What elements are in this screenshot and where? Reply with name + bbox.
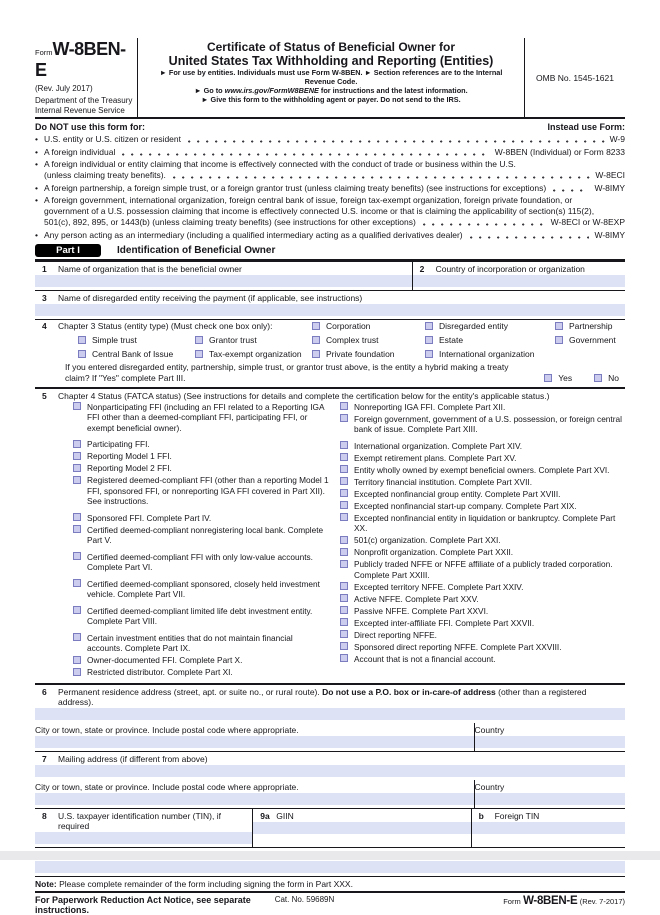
fatca-option bbox=[73, 513, 330, 524]
fatca-option bbox=[73, 606, 330, 627]
do-not-use-row: • U.S. entity or U.S. citizen or resident W-9 bbox=[35, 134, 625, 144]
line8-label: U.S. taxpayer identification number (TIN), if required bbox=[58, 811, 221, 831]
fatca-status-checkbox[interactable] bbox=[73, 513, 81, 521]
fatca-status-checkbox[interactable] bbox=[340, 513, 348, 521]
form-header bbox=[35, 38, 625, 119]
fatca-option bbox=[73, 667, 330, 678]
fatca-option bbox=[340, 477, 623, 488]
fatca-status-label: Publicly traded NFFE or NFFE affiliate of a publicly traded corporation. Complete Part XXIII. bbox=[354, 559, 613, 580]
line6-city-input[interactable] bbox=[35, 736, 474, 748]
agency-line1: Department of the Treasury bbox=[35, 96, 133, 105]
do-not-use-label: Do NOT use this form for: bbox=[35, 122, 145, 132]
chapter3-option-complex-trust: Complex trust bbox=[312, 335, 378, 345]
private-foundation-checkbox[interactable] bbox=[312, 350, 320, 358]
fatca-status-label: Certified deemed-compliant nonregistering local bank. Complete Part V. bbox=[87, 524, 324, 545]
fatca-option bbox=[340, 559, 623, 580]
fatca-status-checkbox[interactable] bbox=[73, 656, 81, 664]
line2-country-input[interactable] bbox=[413, 275, 625, 287]
line3-disregarded-entity-input[interactable] bbox=[35, 304, 625, 316]
dot-leader bbox=[470, 236, 590, 239]
instead-form-name: W-8BEN (Individual) or Form 8233 bbox=[494, 146, 625, 157]
do-not-use-row: • Any person acting as an intermediary (including a qualified intermediary acting as a qualified derivatives dealer) W-8IMY bbox=[35, 229, 625, 240]
chapter3-option-international-org: International organization bbox=[425, 349, 534, 359]
line1-name-input[interactable] bbox=[35, 275, 412, 287]
dot-leader bbox=[423, 223, 546, 226]
line1-number: 1 bbox=[42, 263, 47, 274]
do-not-use-row: • A foreign individual W-8BEN (Individual) or Form 8233 bbox=[35, 146, 625, 157]
fatca-option bbox=[340, 594, 623, 605]
agency-line2: Internal Revenue Service bbox=[35, 105, 125, 115]
line7-city-label: City or town, state or province. Include postal code where appropriate. bbox=[35, 782, 299, 792]
fatca-status-checkbox[interactable] bbox=[340, 606, 348, 614]
hybrid-yes-checkbox[interactable] bbox=[544, 374, 552, 382]
dot-leader bbox=[122, 153, 489, 156]
line6-country-input[interactable] bbox=[475, 736, 625, 748]
fatca-option bbox=[340, 465, 623, 476]
bullet-icon: • bbox=[35, 195, 38, 205]
footer-form-id: Form W-8BEN-E (Rev. 7-2017) bbox=[503, 895, 625, 907]
omb-number-box bbox=[525, 38, 625, 117]
form-word: Form bbox=[35, 48, 53, 57]
fatca-right-column bbox=[340, 402, 625, 680]
note-label: Note: bbox=[35, 879, 57, 889]
fatca-option bbox=[340, 513, 623, 534]
line2-label: Country of incorporation or organization bbox=[435, 263, 585, 274]
fatca-option bbox=[340, 547, 623, 558]
fatca-status-label: Reporting Model 1 FFI. bbox=[87, 451, 172, 461]
part1-chip: Part I bbox=[35, 244, 101, 257]
fatca-status-label: Passive NFFE. Complete Part XXVI. bbox=[354, 605, 489, 616]
line4-number: 4 bbox=[42, 320, 47, 331]
omb-number: OMB No. 1545-1621 bbox=[536, 72, 614, 83]
fatca-option bbox=[340, 501, 623, 512]
fatca-status-label: Excepted nonfinancial entity in liquidation or bankruptcy. Complete Part XX. bbox=[354, 512, 616, 533]
line8-tin-input[interactable] bbox=[35, 832, 252, 844]
fatca-status-label: Reporting Model 2 FFI. bbox=[87, 463, 172, 473]
fatca-status-label: Sponsored FFI. Complete Part IV. bbox=[87, 512, 212, 523]
do-not-use-row: • A foreign government, international organization, foreign central bank of issue, foreign tax-exempt organization, foreign private foundation, or government of a U.S. possession claiming that income is effectively connected U.S. income or that is claiming the applicability of section(s) 115(2), 501(c), 892, 895, or 1443(b) (unless claiming treaty benefits) (see instructions for other exceptions) W-8ECI or W-8EXP bbox=[35, 195, 625, 227]
estate-checkbox[interactable] bbox=[425, 336, 433, 344]
fatca-status-checkbox[interactable] bbox=[340, 560, 348, 568]
catalog-number: Cat. No. 59689N bbox=[274, 895, 335, 904]
form-revision: (Rev. July 2017) bbox=[35, 84, 93, 93]
line10-reference-input[interactable] bbox=[35, 861, 625, 873]
part1-title: Identification of Beneficial Owner bbox=[117, 244, 276, 256]
fatca-status-label: Nonreporting IGA FFI. Complete Part XII. bbox=[354, 401, 506, 412]
fatca-status-checkbox[interactable] bbox=[73, 476, 81, 484]
form-subtitle-line1: ► For use by entities. Individuals must use Form W-8BEN. ► Section references are to the Internal Revenue Code. bbox=[159, 68, 503, 86]
fatca-option bbox=[73, 525, 330, 546]
form-footer bbox=[35, 891, 625, 915]
fatca-status-label: Nonparticipating FFI (including an FFI related to a Reporting IGA FFI other than a deemed-compliant FFI, participating FFI, or exempt beneficial owner). bbox=[87, 401, 325, 433]
fatca-status-checkbox[interactable] bbox=[73, 579, 81, 587]
fatca-option bbox=[73, 655, 330, 666]
fatca-status-label: 501(c) organization. Complete Part XXI. bbox=[354, 535, 501, 545]
fatca-status-checkbox[interactable] bbox=[340, 501, 348, 509]
corporation-checkbox[interactable] bbox=[312, 322, 320, 330]
fatca-status-checkbox[interactable] bbox=[340, 414, 348, 422]
fatca-status-label: Certified deemed-compliant FFI with only low-value accounts. Complete Part VI. bbox=[87, 551, 313, 572]
do-not-use-heading bbox=[35, 119, 625, 134]
fatca-status-label: Excepted nonfinancial start-up company. Complete Part XIX. bbox=[354, 500, 577, 511]
note-text: Please complete remainder of the form including signing the form in Part XXX. bbox=[56, 879, 353, 889]
fatca-option bbox=[340, 489, 623, 500]
central-bank-checkbox[interactable] bbox=[78, 350, 86, 358]
form-subtitle-line3: ► Give this form to the withholding agent or payer. Do not send to the IRS. bbox=[201, 95, 461, 104]
do-not-use-row: • A foreign individual or entity claiming that income is effectively connected with the conduct of trade or business within the U.S. (unless claiming treaty benefits). W-8ECI bbox=[35, 159, 625, 180]
form-subtitle-line2: ► Go to www.irs.gov/FormW8BENE for instructions and the latest information. bbox=[194, 86, 468, 95]
fatca-status-checkbox[interactable] bbox=[73, 552, 81, 560]
fatca-status-checkbox[interactable] bbox=[73, 606, 81, 614]
instead-form-name: W-8IMY bbox=[594, 182, 625, 193]
line7-block bbox=[35, 751, 625, 808]
line6-country-label: Country bbox=[474, 725, 505, 735]
fatca-status-checkbox[interactable] bbox=[73, 525, 81, 533]
line3-block bbox=[35, 290, 625, 319]
line4-label: Chapter 3 Status (entity type) (Must check one box only): bbox=[58, 320, 273, 331]
tax-exempt-checkbox[interactable] bbox=[195, 350, 203, 358]
line8-9-block bbox=[35, 808, 625, 847]
paperwork-notice: For Paperwork Reduction Act Notice, see separate instructions. bbox=[35, 895, 251, 915]
chapter3-option-tax-exempt: Tax-exempt organization bbox=[195, 349, 302, 359]
fatca-status-checkbox[interactable] bbox=[73, 633, 81, 641]
fatca-status-checkbox[interactable] bbox=[340, 441, 348, 449]
chapter3-option-grantor-trust: Grantor trust bbox=[195, 335, 257, 345]
line3-label: Name of disregarded entity receiving the payment (if applicable, see instructions) bbox=[58, 292, 363, 303]
fatca-status-checkbox[interactable] bbox=[340, 594, 348, 602]
fatca-option bbox=[340, 535, 623, 546]
fatca-option bbox=[73, 402, 330, 434]
hybrid-no-checkbox[interactable] bbox=[594, 374, 602, 382]
line7-country-label: Country bbox=[474, 782, 505, 792]
line1-label: Name of organization that is the beneficial owner bbox=[58, 263, 242, 274]
fatca-status-checkbox[interactable] bbox=[340, 402, 348, 410]
fatca-status-checkbox[interactable] bbox=[340, 489, 348, 497]
line7-street-input[interactable] bbox=[35, 765, 625, 777]
fatca-status-checkbox[interactable] bbox=[340, 465, 348, 473]
fatca-option bbox=[340, 441, 623, 452]
line2-number: 2 bbox=[419, 263, 425, 274]
hybrid-yes-option: Yes bbox=[544, 373, 572, 384]
line9b-label: Foreign TIN bbox=[494, 811, 540, 821]
fatca-left-column bbox=[35, 402, 340, 680]
line9a-giin-input[interactable] bbox=[253, 822, 470, 834]
fatca-status-checkbox[interactable] bbox=[340, 582, 348, 590]
fatca-status-checkbox[interactable] bbox=[73, 440, 81, 448]
line8-number: 8 bbox=[42, 811, 47, 821]
chapter3-option-estate: Estate bbox=[425, 335, 463, 345]
line5-block bbox=[35, 387, 625, 684]
government-checkbox[interactable] bbox=[555, 336, 563, 344]
fatca-status-checkbox[interactable] bbox=[340, 630, 348, 638]
fatca-status-label: International organization. Complete Part XIV. bbox=[354, 440, 523, 451]
fatca-status-label: Certified deemed-compliant sponsored, closely held investment vehicle. Complete Part VII. bbox=[87, 578, 320, 599]
dot-leader bbox=[188, 140, 605, 143]
bullet-icon: • bbox=[35, 229, 38, 240]
fatca-option bbox=[73, 579, 330, 600]
fatca-status-label: Nonprofit organization. Complete Part XXII. bbox=[354, 547, 514, 557]
line9a-label: GIIN bbox=[276, 811, 294, 821]
instead-form-name: W-8ECI bbox=[595, 170, 625, 180]
line7-number: 7 bbox=[42, 754, 47, 764]
line9b-foreign-tin-input[interactable] bbox=[472, 822, 625, 834]
line6-city-label: City or town, state or province. Include postal code where appropriate. bbox=[35, 725, 299, 735]
fatca-option bbox=[340, 606, 623, 617]
line4-block bbox=[35, 319, 625, 387]
fatca-status-label: Excepted nonfinancial group entity. Complete Part XVIII. bbox=[354, 488, 561, 499]
line7-city-input[interactable] bbox=[35, 793, 474, 805]
instead-form-name: W-8ECI or W-8EXP bbox=[550, 217, 625, 227]
bullet-icon: • bbox=[35, 134, 38, 144]
line6-number: 6 bbox=[42, 687, 47, 697]
fatca-option bbox=[73, 552, 330, 573]
fatca-status-label: Territory financial institution. Complete Part XVII. bbox=[354, 476, 532, 487]
line1-2-block bbox=[35, 261, 625, 290]
page-bottom-edge bbox=[0, 851, 660, 860]
fatca-status-checkbox[interactable] bbox=[340, 548, 348, 556]
fatca-status-label: Certified deemed-compliant limited life debt investment entity. Complete Part VIII. bbox=[87, 605, 313, 626]
do-not-use-row: • A foreign partnership, a foreign simple trust, or a foreign grantor trust (unless claiming treaty benefits) (see instructions for exceptions) W-8IMY bbox=[35, 182, 625, 193]
fatca-status-checkbox[interactable] bbox=[73, 402, 81, 410]
instead-form-name: W-8IMY bbox=[594, 229, 625, 240]
fatca-status-label: Restricted distributor. Complete Part XI. bbox=[87, 667, 233, 677]
line6-label: Permanent residence address (street, apt. or suite no., or rural route). Do not use a P.O. box or in-care-of address (other than a registered address). bbox=[58, 687, 587, 707]
line5-number: 5 bbox=[42, 390, 47, 401]
simple-trust-checkbox[interactable] bbox=[78, 336, 86, 344]
fatca-option bbox=[340, 414, 623, 435]
fatca-option bbox=[73, 463, 330, 474]
bullet-icon: • bbox=[35, 146, 38, 157]
line9b-number: b bbox=[478, 811, 484, 821]
instead-form-name: W-9 bbox=[609, 134, 625, 144]
note-row bbox=[35, 876, 625, 891]
fatca-status-checkbox[interactable] bbox=[340, 453, 348, 461]
fatca-status-checkbox[interactable] bbox=[340, 618, 348, 626]
line7-country-input[interactable] bbox=[475, 793, 625, 805]
hybrid-question-line1: If you entered disregarded entity, partnership, simple trust, or grantor trust above, is the entity a hybrid making a treaty bbox=[65, 361, 509, 372]
partnership-checkbox[interactable] bbox=[555, 322, 563, 330]
fatca-status-label: Participating FFI. bbox=[87, 439, 150, 449]
fatca-status-label: Sponsored direct reporting NFFE. Complete Part XXVIII. bbox=[354, 641, 562, 652]
fatca-status-label: Owner-documented FFI. Complete Part X. bbox=[87, 655, 243, 665]
complex-trust-checkbox[interactable] bbox=[312, 336, 320, 344]
part1-header bbox=[35, 243, 625, 261]
fatca-status-label: Direct reporting NFFE. bbox=[354, 629, 437, 640]
dot-leader bbox=[173, 176, 591, 179]
fatca-status-label: Registered deemed-compliant FFI (other than a reporting Model 1 FFI, sponsored FFI, or nonreporting IGA FFI covered in Part XII). See instructions. bbox=[87, 475, 329, 506]
instead-use-label: Instead use Form: bbox=[547, 122, 625, 132]
chapter3-option-disregarded-entity: Disregarded entity bbox=[425, 321, 508, 331]
fatca-status-checkbox[interactable] bbox=[340, 654, 348, 662]
fatca-option bbox=[73, 475, 330, 507]
fatca-option bbox=[340, 630, 623, 641]
fatca-status-label: Exempt retirement plans. Complete Part XV. bbox=[354, 452, 517, 463]
form-number: W-8BEN-E bbox=[35, 39, 126, 80]
grantor-trust-checkbox[interactable] bbox=[195, 336, 203, 344]
form-title-block bbox=[137, 38, 525, 117]
chapter3-option-partnership: Partnership bbox=[555, 321, 612, 331]
international-org-checkbox[interactable] bbox=[425, 350, 433, 358]
fatca-option bbox=[73, 439, 330, 450]
form-id-block bbox=[35, 38, 137, 117]
fatca-status-checkbox[interactable] bbox=[340, 536, 348, 544]
chapter3-option-private-foundation: Private foundation bbox=[312, 349, 395, 359]
fatca-status-label: Account that is not a financial account. bbox=[354, 653, 496, 664]
hybrid-question-line2: claim? If "Yes" complete Part III. Yes No bbox=[65, 372, 619, 383]
irs-url: www.irs.gov/FormW8BENE bbox=[224, 86, 319, 95]
fatca-status-label: Active NFFE. Complete Part XXV. bbox=[354, 593, 479, 604]
fatca-status-checkbox[interactable] bbox=[73, 668, 81, 676]
fatca-status-checkbox[interactable] bbox=[73, 464, 81, 472]
chapter3-option-corporation: Corporation bbox=[312, 321, 370, 331]
fatca-option bbox=[340, 582, 623, 593]
line5-label: Chapter 4 Status (FATCA status) (See instructions for details and complete the certification below for the entity's applicable status.) bbox=[58, 390, 550, 401]
line9a-number: 9a bbox=[260, 811, 270, 821]
bullet-icon: • bbox=[35, 159, 38, 169]
fatca-status-checkbox[interactable] bbox=[340, 642, 348, 650]
fatca-option bbox=[73, 633, 330, 654]
hybrid-no-option: No bbox=[594, 373, 619, 384]
line6-block bbox=[35, 683, 625, 751]
fatca-option bbox=[73, 451, 330, 462]
fatca-status-label: Excepted inter-affiliate FFI. Complete Part XXVII. bbox=[354, 617, 535, 628]
form-title-line1: Certificate of Status of Beneficial Owner for bbox=[206, 40, 456, 54]
line7-label: Mailing address (if different from above) bbox=[58, 754, 208, 764]
fatca-option bbox=[340, 618, 623, 629]
fatca-status-checkbox[interactable] bbox=[340, 477, 348, 485]
form-title-line2: United States Tax Withholding and Reporting (Entities) bbox=[168, 54, 494, 68]
fatca-status-label: Excepted territory NFFE. Complete Part XXIV. bbox=[354, 581, 524, 592]
chapter3-option-central-bank: Central Bank of Issue bbox=[78, 349, 173, 359]
fatca-option bbox=[340, 642, 623, 653]
do-not-use-list bbox=[35, 134, 625, 241]
fatca-status-label: Foreign government, government of a U.S. possession, or foreign central bank of issue. Complete Part XIII. bbox=[354, 413, 622, 434]
fatca-status-label: Certain investment entities that do not maintain financial accounts. Complete Part IX. bbox=[87, 632, 293, 653]
disregarded-entity-checkbox[interactable] bbox=[425, 322, 433, 330]
line6-street-input[interactable] bbox=[35, 708, 625, 720]
fatca-option bbox=[340, 453, 623, 464]
dot-leader bbox=[553, 189, 589, 192]
chapter3-option-government: Government bbox=[555, 335, 616, 345]
chapter3-option-simple-trust: Simple trust bbox=[78, 335, 137, 345]
line3-number: 3 bbox=[42, 292, 47, 303]
fatca-option bbox=[340, 402, 623, 413]
fatca-status-checkbox[interactable] bbox=[73, 452, 81, 460]
fatca-option bbox=[340, 654, 623, 665]
fatca-status-label: Entity wholly owned by exempt beneficial owners. Complete Part XVI. bbox=[354, 464, 610, 475]
bullet-icon: • bbox=[35, 182, 38, 193]
